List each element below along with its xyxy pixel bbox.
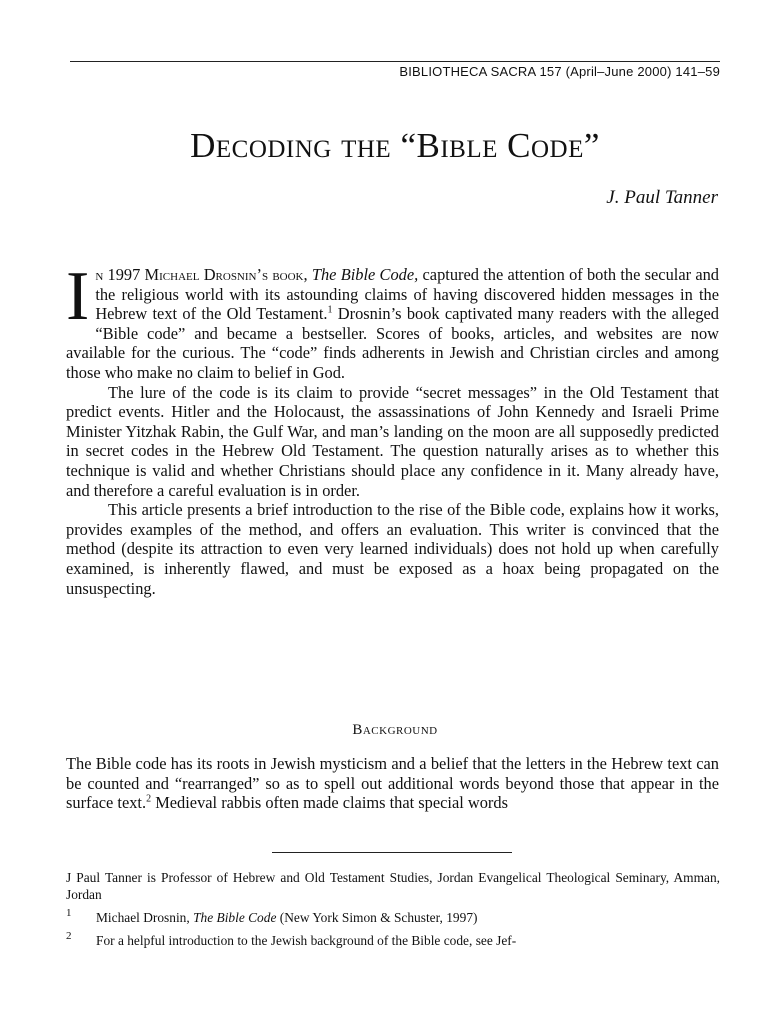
header-rule [70,61,720,62]
footnote-1 [66,909,720,926]
paragraph-4 [66,754,719,813]
running-head: BIBLIOTHECA SACRA 157 (April–June 2000) 141–59 [399,64,720,79]
article-author: J. Paul Tanner [606,187,718,208]
footnote-2-text: For a helpful introduction to the Jewish background of the Bible code, see Jef- [96,933,517,948]
author-affiliation: J Paul Tanner is Professor of Hebrew and Old Testament Studies, Jordan Evangelical Theological Seminary, Amman, Jordan [66,870,720,902]
footnote-rule [272,852,512,853]
p1-text-a: captured the attention of both the secular and the religious world with its astounding claims of having discovered hidden messages in the Hebrew text of the Old Testament. [95,265,719,324]
footnote-1-number: 1 [66,907,72,919]
footnote-1-title: The Bible Code [193,910,277,925]
p1-text-b: Drosnin’s book captivated many readers with the alleged “Bible code” and became a bestseller. Scores of books, articles, and websites are now available for the curious. The “code” finds adherents in Jewish and Christian circles and among those who make no claim to belief in God. [66,304,719,382]
footnote-2-number: 2 [66,930,72,942]
paragraph-1 [66,258,719,598]
footnote-1-text-a: Michael Drosnin, [96,910,190,925]
book-title: The Bible Code, [311,265,419,284]
footnote-1-text-b: (New York Simon & Schuster, 1997) [279,910,478,925]
footnotes [66,869,720,955]
lead-in-smallcaps: n 1997 Michael Drosnin’s book, [95,265,308,284]
footnote-ref-1[interactable]: 1 [327,304,333,316]
p4-text-b: Medieval rabbis often made claims that special words [155,793,508,813]
paragraph-3: This article presents a brief introduction to the rise of the Bible code, explains how it works, provides examples of the method, and offers an evaluation. This writer is convinced that the method (despite its attraction to even very learned individuals) does not hold up when carefully examined, is inherently flawed, and must be exposed as a hoax being propagated on the unsuspecting. [66,500,719,598]
section-heading: Background [352,722,438,738]
footnote-2 [66,932,720,949]
footnote-ref-2[interactable]: 2 [146,793,152,805]
drop-cap: I [66,258,90,335]
paragraph-2: The lure of the code is its claim to provide “secret messages” in the Old Testament that predict events. Hitler and the Holocaust, the assassinations of John Kennedy and Israeli Prime Minister Yitzhak Rabin, the Gulf War, and man’s landing on the moon are all supposedly predicted in secret codes in the Hebrew Old Testament. The question naturally arises as to whether this technique is valid and whether Christians should place any confidence in it. Many already have, and therefore a careful evaluation is in order. [66,382,719,500]
article-title: Decoding the “Bible Code” [190,126,600,165]
p4-text-a: The Bible code has its roots in Jewish mysticism and a belief that the letters in the Hebrew text can be counted and “rearranged” so as to spell out additional words beyond those that appear in the surface text. [66,754,719,813]
